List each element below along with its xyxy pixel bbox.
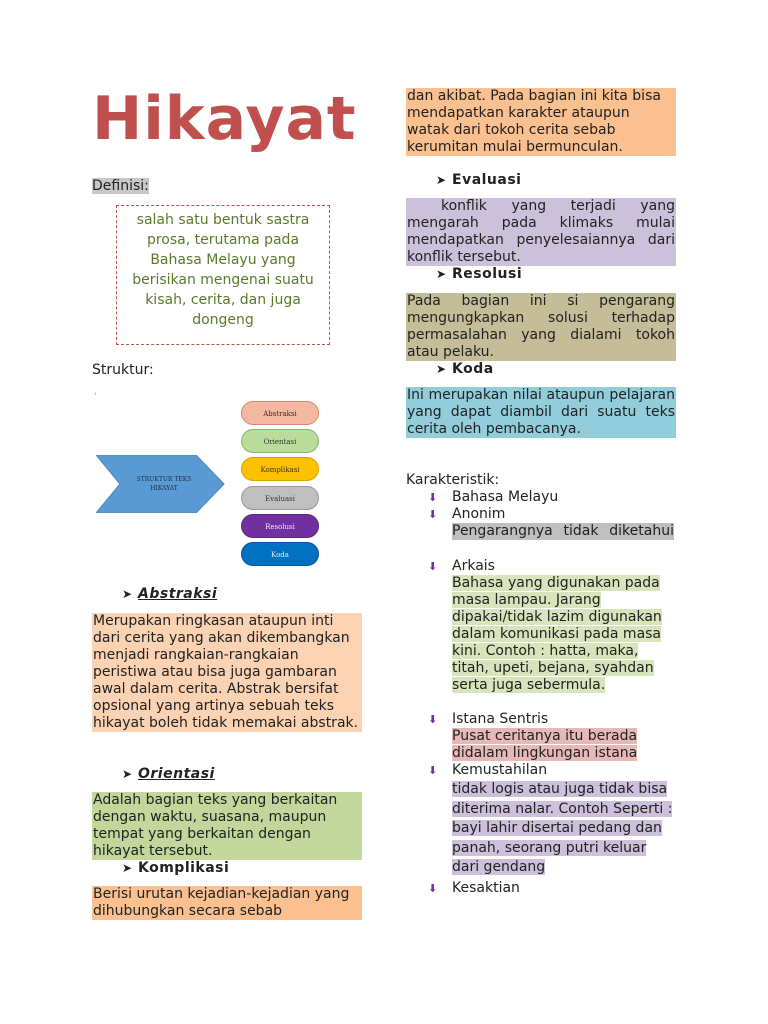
- diagram-item-orientasi: Orientasi: [241, 429, 319, 453]
- orientasi-heading: ➤ Orientasi: [122, 766, 215, 782]
- definisi-label: Definisi:: [92, 178, 149, 194]
- istana-sentris-desc: Pusat ceritanya itu berada didalam lingkungan istana: [452, 728, 638, 761]
- down-arrow-bullet-icon: ⬇: [428, 508, 438, 521]
- list-item: ⬇ Kemustahilan: [428, 762, 548, 778]
- arkais-desc: Bahasa yang digunakan pada masa lampau. Jarang dipakai/tidak lazim digunakan dalam komunikasi pada masa kini. Contoh : hatta, maka, titah, upeti, bejana, syahdan serta juga sebermula.: [452, 575, 662, 693]
- down-arrow-bullet-icon: ⬇: [428, 764, 438, 777]
- evaluasi-text: konflik yang terjadi yang mengarah pada klimaks mulai mendapatkan penyelesaiannya dari konflik tersebut.: [407, 198, 675, 265]
- koda-heading: ➤ Koda: [436, 361, 494, 377]
- abstraksi-heading: ➤ Abstraksi: [122, 586, 218, 602]
- list-item: ⬇ Bahasa Melayu: [428, 489, 559, 505]
- list-item: ⬇ Kesaktian: [428, 880, 520, 896]
- arrow-bullet-icon: ➤: [436, 173, 447, 187]
- evaluasi-heading: ➤ Evaluasi: [436, 172, 522, 188]
- kemustahilan-desc: tidak logis atau juga tidak bisa diterima nalar. Contoh Seperti : bayi lahir disertai pedang dan panah, seorang putri keluar dari gendang: [452, 781, 673, 875]
- arrow-bullet-icon: ➤: [122, 767, 133, 781]
- diagram-tick: ': [94, 392, 97, 402]
- down-arrow-bullet-icon: ⬇: [428, 713, 438, 726]
- resolusi-text: Pada bagian ini si pengarang mengungkapkan solusi terhadap permasalahan yang dialami tokoh atau pelaku.: [407, 293, 675, 360]
- diagram-main-label: STRUKTUR TEKS HIKAYAT: [136, 476, 192, 492]
- arrow-bullet-icon: ➤: [436, 267, 447, 281]
- list-item: ⬇ Istana Sentris: [428, 711, 549, 727]
- down-arrow-bullet-icon: ⬇: [428, 882, 438, 895]
- anonim-desc: Pengarangnya tidak diketahui: [452, 523, 674, 539]
- diagram-item-resolusi: Resolusi: [241, 514, 319, 538]
- list-item: ⬇ Arkais: [428, 558, 495, 574]
- arrow-bullet-icon: ➤: [122, 861, 133, 875]
- definisi-box: salah satu bentuk sastra prosa, terutama pada Bahasa Melayu yang berisikan mengenai suatu kisah, cerita, dan juga dongeng: [116, 205, 330, 345]
- struktur-label: Struktur:: [92, 362, 154, 378]
- down-arrow-bullet-icon: ⬇: [428, 491, 438, 504]
- diagram-item-komplikasi: Komplikasi: [241, 457, 319, 481]
- arrow-bullet-icon: ➤: [122, 587, 133, 601]
- karakteristik-label: Karakteristik:: [406, 472, 500, 488]
- down-arrow-bullet-icon: ⬇: [428, 560, 438, 573]
- diagram-item-abstraksi: Abstraksi: [241, 401, 319, 425]
- page-title: Hikayat: [92, 84, 357, 154]
- resolusi-heading: ➤ Resolusi: [436, 266, 523, 282]
- komplikasi-text-right: dan akibat. Pada bagian ini kita bisa mendapatkan karakter ataupun watak dari tokoh cerita sebab kerumitan mulai bermunculan.: [406, 88, 676, 156]
- list-item: ⬇ Anonim: [428, 506, 506, 522]
- diagram-item-koda: Koda: [241, 542, 319, 566]
- komplikasi-heading: ➤ Komplikasi: [122, 860, 230, 876]
- diagram-item-evaluasi: Evaluasi: [241, 486, 319, 510]
- abstraksi-text: Merupakan ringkasan ataupun inti dari cerita yang akan dikembangkan menjadi rangkaian-rangkaian peristiwa atau bisa juga gambaran awal dalam cerita. Abstrak bersifat opsional yang artinya sebuah teks hikayat boleh tidak memakai abstrak.: [92, 613, 362, 732]
- koda-text: Ini merupakan nilai ataupun pelajaran yang dapat diambil dari suatu teks cerita oleh pembacanya.: [407, 387, 675, 437]
- orientasi-text: Adalah bagian teks yang berkaitan dengan waktu, suasana, maupun tempat yang berkaitan dengan hikayat tersebut.: [92, 792, 362, 860]
- komplikasi-text-left: Berisi urutan kejadian-kejadian yang dihubungkan secara sebab: [92, 886, 362, 920]
- arrow-bullet-icon: ➤: [436, 362, 447, 376]
